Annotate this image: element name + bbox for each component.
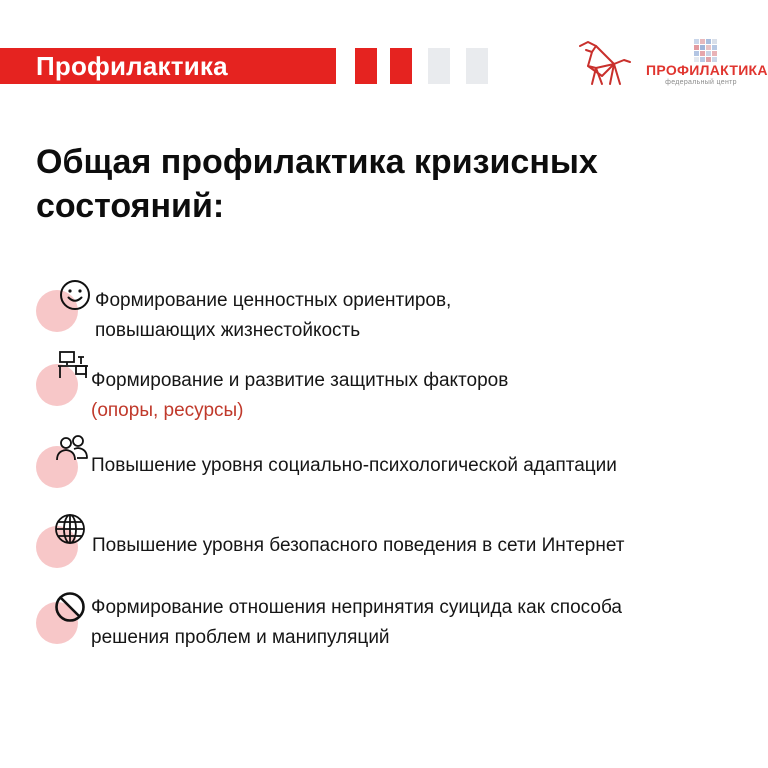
item-text: [95, 286, 451, 346]
smiley-icon: [58, 278, 92, 312]
item-line-2: решения проблем и манипуляций: [91, 627, 390, 648]
logo-subtitle: федеральный центр: [665, 79, 737, 86]
item-text: [91, 366, 508, 426]
title-line-2: состояний:: [36, 187, 225, 225]
color-grid-icon: [694, 39, 718, 63]
item-line-1: Формирование и развитие защитных факторов: [91, 370, 509, 391]
prohibition-icon: [53, 590, 87, 624]
item-line-2: повышающих жизнестойкость: [95, 320, 361, 341]
logo-name: ПРОФИЛАКТИКА: [646, 62, 768, 78]
section-label: Профилактика: [36, 51, 228, 81]
item-text: [92, 531, 624, 561]
item-line-1: Формирование ценностных ориентиров,: [95, 290, 452, 311]
desk-icon: [56, 348, 90, 382]
item-text: [91, 593, 622, 653]
item-line-1: Повышение уровня социально-психологической адаптации: [91, 455, 617, 476]
people-icon: [55, 432, 89, 466]
page-title: [36, 140, 736, 228]
decor-square-gray-1: [428, 48, 450, 84]
item-line-1: Формирование отношения непринятия суицида как способа: [91, 597, 622, 618]
globe-icon: [53, 512, 87, 546]
title-line-1: Общая профилактика кризисных: [36, 143, 598, 181]
horse-logo-icon: [574, 40, 632, 88]
decor-square-red-1: [355, 48, 377, 84]
decor-square-gray-2: [466, 48, 488, 84]
item-line-2: (опоры, ресурсы): [91, 400, 244, 421]
item-text: [91, 451, 617, 481]
item-line-1: Повышение уровня безопасного поведения в сети Интернет: [92, 535, 625, 556]
decor-square-red-2: [390, 48, 412, 84]
